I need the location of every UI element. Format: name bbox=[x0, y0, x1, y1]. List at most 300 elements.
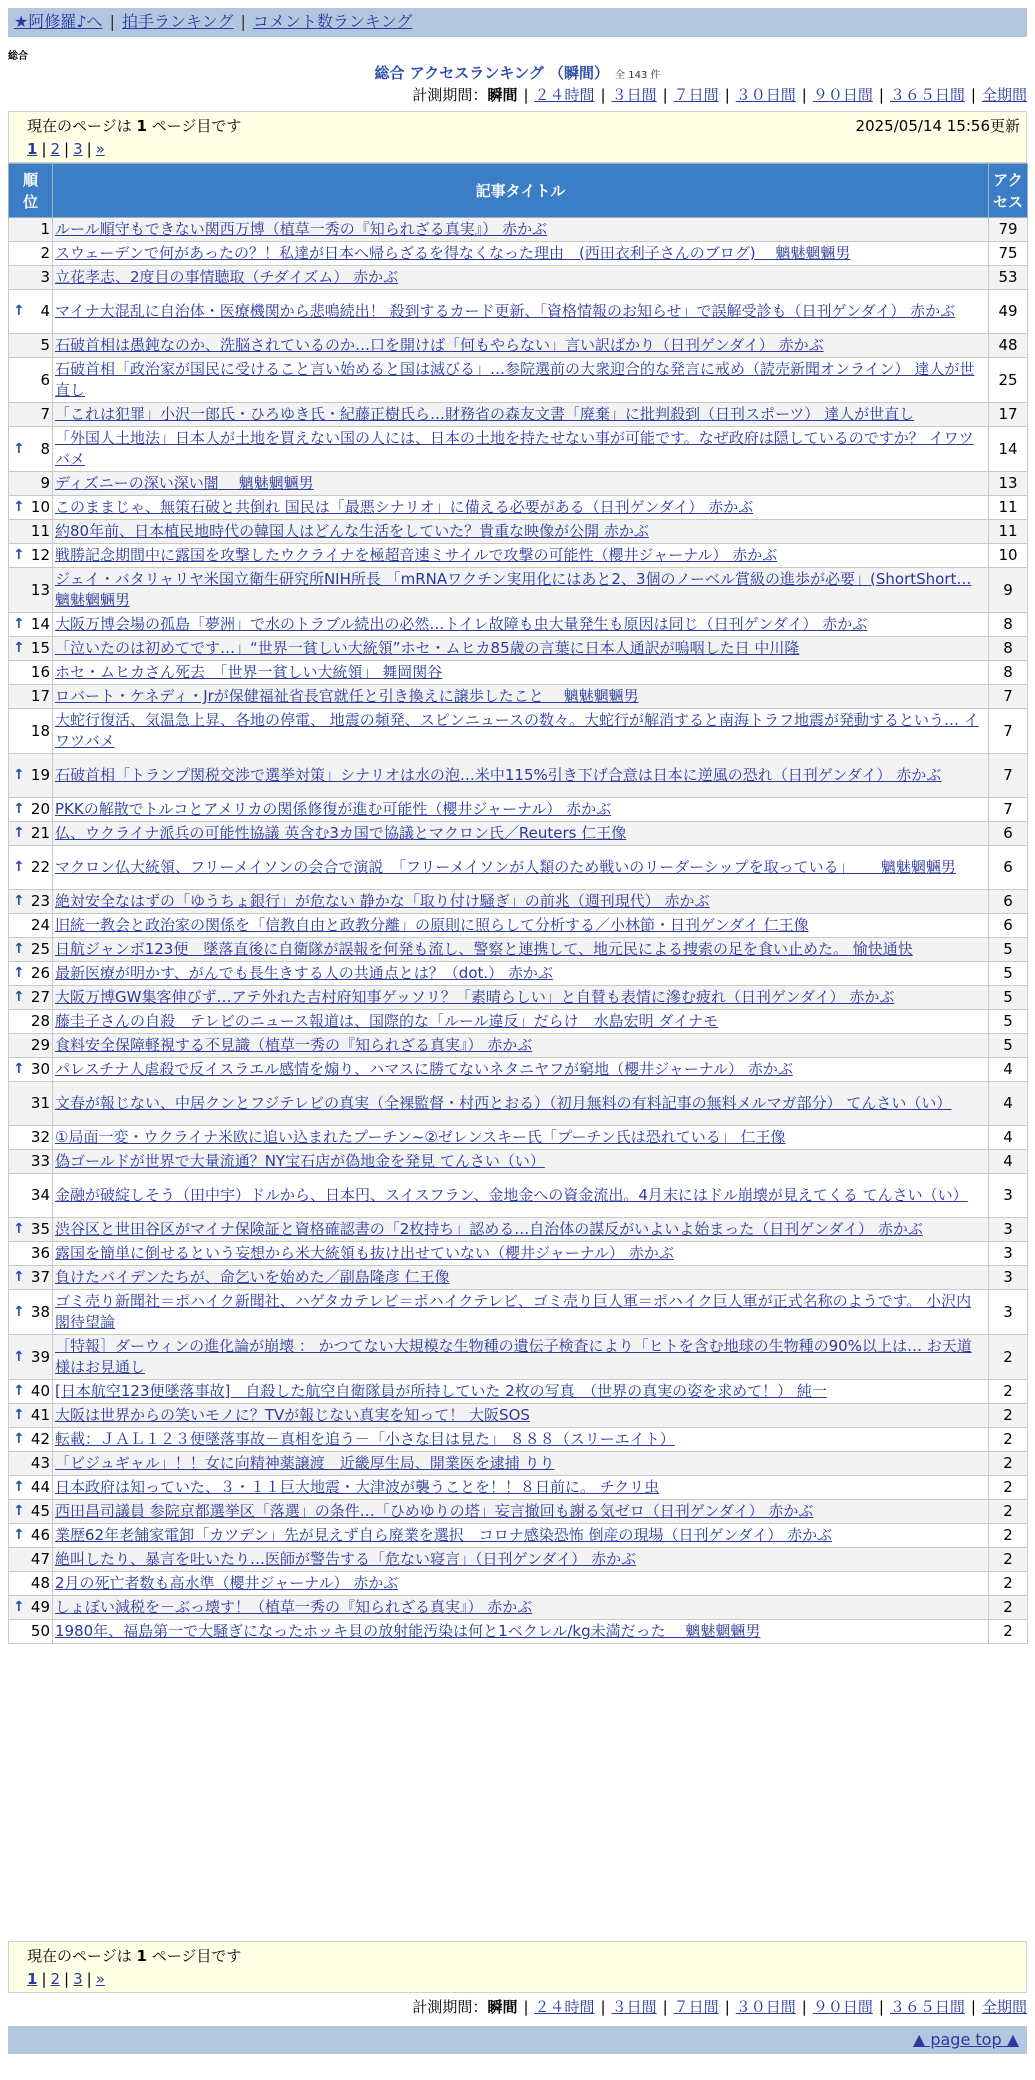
article-link[interactable]: 「外国人土地法」日本人が土地を買えない国の人には、日本の土地を持たせない事が可能です。なぜ政府は隠しているのですか？ イワツバメ bbox=[55, 429, 974, 468]
article-link[interactable]: ジェイ・バタリャリヤ米国立衛生研究所NIH所長 「mRNAワクチン実用化にはあと2、3個のノーベル賞級の進歩が必要」(ShortShort… 魑魅魍魎男 bbox=[55, 570, 972, 609]
rank-number: 23 bbox=[30, 892, 50, 910]
rank-number: 46 bbox=[30, 1526, 50, 1544]
table-row bbox=[9, 427, 1028, 472]
article-link[interactable]: 日本政府は知っていた、３・１１巨大地震・大津波が襲うことを！！８日前に。 チクリ虫 bbox=[55, 1478, 660, 1496]
title-cell bbox=[53, 496, 989, 520]
article-link[interactable]: 食料安全保障軽視する不見識（植草一秀の『知られざる真実』） 赤かぶ bbox=[55, 1036, 533, 1054]
access-count: 4 bbox=[989, 1126, 1028, 1150]
rank-up-arrow-icon: ↑ bbox=[13, 640, 25, 656]
access-count: 4 bbox=[989, 1058, 1028, 1082]
rank-up-arrow-icon: ↑ bbox=[13, 1431, 25, 1447]
period-separator: | bbox=[523, 86, 529, 104]
table-row bbox=[9, 1218, 1028, 1242]
paging-box-top bbox=[8, 111, 1027, 163]
col-title-header: 記事タイトル bbox=[53, 164, 989, 218]
rank-number: 5 bbox=[40, 336, 50, 354]
title-cell bbox=[53, 334, 989, 358]
article-link[interactable]: 絶対安全なはずの「ゆうちょ銀行」が危ない 静かな「取り付け騒ぎ」の前兆（週刊現代） 赤かぶ bbox=[55, 892, 710, 910]
access-count: 10 bbox=[989, 544, 1028, 568]
title-cell bbox=[53, 1452, 989, 1476]
article-link[interactable]: 大阪は世界からの笑いモノに？TVが報じない真実を知って！ 大阪SOS bbox=[55, 1406, 530, 1424]
title-cell bbox=[53, 544, 989, 568]
rank-number: 37 bbox=[30, 1268, 50, 1286]
table-row bbox=[9, 938, 1028, 962]
home-link[interactable]: ★阿修羅♪へ bbox=[14, 12, 103, 31]
access-count: 6 bbox=[989, 822, 1028, 846]
access-count: 7 bbox=[989, 754, 1028, 798]
page-link[interactable]: 2 bbox=[50, 140, 61, 158]
rank-number: 50 bbox=[30, 1622, 50, 1640]
rank-cell bbox=[9, 1034, 53, 1058]
rank-up-arrow-icon: ↑ bbox=[13, 1269, 25, 1285]
table-row bbox=[9, 1290, 1028, 1335]
access-count: 11 bbox=[989, 520, 1028, 544]
access-count: 7 bbox=[989, 798, 1028, 822]
period-selector-bottom bbox=[412, 1997, 1027, 2017]
table-row bbox=[9, 1174, 1028, 1218]
article-link[interactable]: 露国を簡単に倒せるという妄想から米大統領も抜け出せていない（櫻井ジャーナル） 赤かぶ bbox=[55, 1244, 674, 1262]
table-row bbox=[9, 798, 1028, 822]
rank-number: 44 bbox=[30, 1478, 50, 1496]
section-label: 総合 bbox=[8, 51, 28, 62]
article-link[interactable]: 金融が破綻しそう（田中宇）ドルから、日本円、スイスフラン、金地金への資金流出。4月末にはドル崩壊が見えてくる てんさい（い） bbox=[55, 1186, 968, 1204]
rank-number: 38 bbox=[30, 1302, 50, 1321]
article-link[interactable]: 大阪万博会場の孤島「夢洲」で水のトラブル続出の必然…トイレ故障も虫大量発生も原因は同じ（日刊ゲンダイ） 赤かぶ bbox=[55, 615, 868, 633]
table-row bbox=[9, 962, 1028, 986]
table-row bbox=[9, 1150, 1028, 1174]
article-link[interactable]: 旧統一教会と政治家の関係を「信教自由と政教分離」の原則に照らして分析する／小林節・日刊ゲンダイ 仁王像 bbox=[55, 916, 809, 934]
table-row bbox=[9, 1500, 1028, 1524]
title-cell bbox=[53, 1572, 989, 1596]
rank-cell bbox=[9, 754, 53, 798]
rank-up-arrow-icon: ↑ bbox=[13, 965, 25, 981]
table-row bbox=[9, 1058, 1028, 1082]
article-link[interactable]: しょぼい減税を－ぶっ壊す！（植草一秀の『知られざる真実』） 赤かぶ bbox=[55, 1598, 533, 1616]
title-cell bbox=[53, 637, 989, 661]
title-cell bbox=[53, 568, 989, 613]
title-cell bbox=[53, 754, 989, 798]
rank-number: 42 bbox=[30, 1430, 50, 1448]
clap-ranking-link[interactable]: 拍手ランキング bbox=[121, 12, 234, 31]
rank-cell bbox=[9, 1174, 53, 1218]
access-count: 2 bbox=[989, 1524, 1028, 1548]
table-row bbox=[9, 685, 1028, 709]
period-separator: | bbox=[970, 1998, 976, 2016]
table-row bbox=[9, 334, 1028, 358]
page-separator: | bbox=[64, 140, 70, 158]
article-link[interactable]: ルール順守もできない関西万博（植草一秀の『知られざる真実』） 赤かぶ bbox=[55, 220, 547, 238]
article-link[interactable]: 藤圭子さんの自殺 テレビのニュース報道は、国際的な「ルール違反」だらけ 水島宏明 ダイナモ bbox=[55, 1012, 719, 1030]
article-link[interactable]: 石破首相は愚鈍なのか、洗脳されているのか…口を開けば「何もやらない」言い訳ばかり（日刊ゲンダイ） 赤かぶ bbox=[55, 336, 824, 354]
rank-up-arrow-icon: ↑ bbox=[13, 1303, 25, 1320]
page-link-current[interactable]: 1 bbox=[27, 1970, 38, 1988]
table-row bbox=[9, 1242, 1028, 1266]
article-link[interactable]: 戦勝記念期間中に露国を攻撃したウクライナを極超音速ミサイルで攻撃の可能性（櫻井ジャーナル） 赤かぶ bbox=[55, 546, 778, 564]
rank-up-arrow-icon: ↑ bbox=[13, 1503, 25, 1519]
rank-number: 25 bbox=[30, 940, 50, 958]
updated-timestamp: 2025/05/14 15:56更新 bbox=[855, 117, 1020, 135]
rank-cell bbox=[9, 290, 53, 334]
period-separator: | bbox=[724, 1998, 730, 2016]
table-row bbox=[9, 1524, 1028, 1548]
article-link[interactable]: 大阪万博GW集客伸びず…アテ外れた吉村府知事ゲッソリ？「素晴らしい」と自賛も表情に滲む疲れ（日刊ゲンダイ） 赤かぶ bbox=[55, 988, 895, 1006]
table-row bbox=[9, 266, 1028, 290]
title-cell bbox=[53, 242, 989, 266]
rank-cell bbox=[9, 1290, 53, 1335]
article-link[interactable]: 約80年前、日本植民地時代の韓国人はどんな生活をしていた？貴重な映像が公開 赤かぶ bbox=[55, 522, 649, 540]
article-link[interactable]: 絶叫したり、暴言を吐いたり…医師が警告する「危ない寝言」（日刊ゲンダイ） 赤かぶ bbox=[55, 1550, 637, 1568]
rank-cell bbox=[9, 218, 53, 242]
page-title-line bbox=[0, 62, 1035, 83]
table-row bbox=[9, 496, 1028, 520]
article-link[interactable]: [日本航空123便墜落事故] 自殺した航空自衛隊員が所持していた 2枚の写真 （世界の真実の姿を求めて！） 純一 bbox=[55, 1382, 827, 1400]
page-separator: | bbox=[64, 1970, 70, 1988]
period-option[interactable]: ７日間 bbox=[673, 86, 719, 104]
table-row bbox=[9, 520, 1028, 544]
period-separator: | bbox=[970, 86, 976, 104]
period-label: 計測期間： bbox=[412, 1998, 488, 2016]
rank-cell bbox=[9, 520, 53, 544]
period-option[interactable]: ９０日間 bbox=[812, 86, 873, 104]
access-count: 2 bbox=[989, 1620, 1028, 1644]
period-selector-top bbox=[412, 85, 1027, 105]
article-link[interactable]: 2月の死亡者数も高水準（櫻井ジャーナル） 赤かぶ bbox=[55, 1574, 399, 1592]
page-separator: | bbox=[41, 1970, 47, 1988]
title-cell bbox=[53, 613, 989, 637]
rank-number: 11 bbox=[30, 522, 50, 540]
title-cell bbox=[53, 1082, 989, 1126]
article-link[interactable]: ［特報］ダーウィンの進化論が崩壊 ： かつてない大規模な生物種の遺伝子検査により「ヒトを含む地球の生物種の90%以上は… お天道様はお見通し bbox=[55, 1337, 972, 1376]
rank-cell bbox=[9, 544, 53, 568]
rank-number: 12 bbox=[30, 546, 50, 564]
table-row bbox=[9, 613, 1028, 637]
title-cell bbox=[53, 986, 989, 1010]
article-link[interactable]: ゴミ売り新聞社＝ポハイク新聞社、ハゲタカテレビ＝ポハイクテレビ、ゴミ売り巨人軍＝ポハイク巨人軍が正式名称のようです。 小沢内閣待望論 bbox=[55, 1292, 972, 1331]
title-cell bbox=[53, 1150, 989, 1174]
title-cell bbox=[53, 914, 989, 938]
rank-number: 48 bbox=[30, 1574, 50, 1592]
article-link[interactable]: 立花孝志、2度目の事情聴取（チダイズム） 赤かぶ bbox=[55, 268, 399, 286]
title-cell bbox=[53, 290, 989, 334]
title-cell bbox=[53, 472, 989, 496]
rank-cell bbox=[9, 890, 53, 914]
rank-number: 16 bbox=[30, 663, 50, 681]
table-row bbox=[9, 1596, 1028, 1620]
rank-up-arrow-icon: ↑ bbox=[13, 440, 25, 457]
table-row bbox=[9, 846, 1028, 890]
title-cell bbox=[53, 709, 989, 754]
access-count: 9 bbox=[989, 568, 1028, 613]
title-cell bbox=[53, 1290, 989, 1335]
table-row bbox=[9, 709, 1028, 754]
col-access-header: アクセス bbox=[989, 164, 1028, 218]
page-link[interactable]: 2 bbox=[50, 1970, 61, 1988]
table-row bbox=[9, 1266, 1028, 1290]
rank-cell bbox=[9, 427, 53, 472]
article-link[interactable]: 文春が報じない、中居クンとフジテレビの真実（全裸監督・村西とおる）（初月無料の有料記事の無料メルマガ部分） てんさい（い） bbox=[55, 1094, 952, 1112]
period-option[interactable]: ２４時間 bbox=[534, 1998, 595, 2016]
page-link-current[interactable]: 1 bbox=[27, 140, 38, 158]
access-count: 5 bbox=[989, 938, 1028, 962]
period-option[interactable]: 全期間 bbox=[981, 1998, 1027, 2016]
rank-cell bbox=[9, 613, 53, 637]
table-row bbox=[9, 1126, 1028, 1150]
article-link[interactable]: PKKの解散でトルコとアメリカの関係修復が進む可能性（櫻井ジャーナル） 赤かぶ bbox=[55, 800, 612, 818]
period-option[interactable]: ９０日間 bbox=[812, 1998, 873, 2016]
rank-up-arrow-icon: ↑ bbox=[13, 1599, 25, 1615]
rank-up-arrow-icon: ↑ bbox=[13, 825, 25, 841]
article-link[interactable]: 「泣いたのは初めてです…」“世界一貧しい大統領”ホセ・ムヒカ85歳の言葉に日本人通訳が嗚咽した日 中川隆 bbox=[55, 639, 800, 657]
period-option[interactable]: ３６５日間 bbox=[889, 1998, 965, 2016]
rank-number: 27 bbox=[30, 988, 50, 1006]
rank-number: 33 bbox=[30, 1152, 50, 1170]
rank-cell bbox=[9, 568, 53, 613]
rank-number: 3 bbox=[40, 268, 50, 286]
table-row bbox=[9, 1335, 1028, 1380]
rank-number: 39 bbox=[30, 1347, 50, 1366]
page-top-link[interactable]: ▲ page top ▲ bbox=[912, 2030, 1019, 2049]
rank-number: 43 bbox=[30, 1454, 50, 1472]
rank-number: 17 bbox=[30, 687, 50, 705]
period-option[interactable]: ２４時間 bbox=[534, 86, 595, 104]
period-separator: | bbox=[801, 1998, 807, 2016]
access-count: 3 bbox=[989, 1290, 1028, 1335]
table-row bbox=[9, 822, 1028, 846]
rank-cell bbox=[9, 1524, 53, 1548]
article-link[interactable]: 仏、ウクライナ派兵の可能性協議 英含む3カ国で協議とマクロン氏／Reuters 仁王像 bbox=[55, 824, 627, 842]
title-cell bbox=[53, 822, 989, 846]
title-cell bbox=[53, 890, 989, 914]
article-link[interactable]: このままじゃ、無策石破と共倒れ 国民は「最悪シナリオ」に備える必要がある（日刊ゲンダイ） 赤かぶ bbox=[55, 498, 754, 516]
article-link[interactable]: 「ビジュギャル」！！女に向精神薬譲渡 近畿厚生局、開業医を逮捕 りり bbox=[55, 1454, 555, 1472]
current-page-text: 現在のページは 1 ページ目です bbox=[27, 117, 242, 135]
pagination-bottom bbox=[27, 1968, 1008, 1991]
rank-cell bbox=[9, 1476, 53, 1500]
article-link[interactable]: 大蛇行復活、気温急上昇、各地の停電、 地震の頻発、スピンニュースの数々。大蛇行が解消すると南海トラフ地震が発動するという… イワツバメ bbox=[55, 711, 979, 750]
rank-cell bbox=[9, 334, 53, 358]
period-separator: | bbox=[600, 86, 606, 104]
period-option[interactable]: ３０日間 bbox=[735, 86, 796, 104]
rank-up-arrow-icon: ↑ bbox=[13, 1221, 25, 1237]
article-link[interactable]: ①局面一変・ウクライナ米欧に追い込まれたプーチン~②ゼレンスキー氏「プーチン氏は恐れている」 仁王像 bbox=[55, 1128, 786, 1146]
article-link[interactable]: ホセ・ムヒカさん死去 「世界一貧しい大統領」 舞岡関谷 bbox=[55, 663, 443, 681]
table-row bbox=[9, 544, 1028, 568]
table-row bbox=[9, 1034, 1028, 1058]
access-count: 53 bbox=[989, 266, 1028, 290]
title-cell bbox=[53, 1242, 989, 1266]
table-row bbox=[9, 1404, 1028, 1428]
title-cell bbox=[53, 1620, 989, 1644]
rank-up-arrow-icon: ↑ bbox=[13, 1348, 25, 1365]
period-option[interactable]: ３日間 bbox=[611, 86, 657, 104]
access-count: 2 bbox=[989, 1380, 1028, 1404]
access-count: 5 bbox=[989, 1010, 1028, 1034]
access-count: 14 bbox=[989, 427, 1028, 472]
rank-up-arrow-icon: ↑ bbox=[13, 303, 25, 319]
article-link[interactable]: マイナ大混乱に自治体・医療機関から悲鳴続出！ 殺到するカード更新、「資格情報のお知らせ」で誤解受診も（日刊ゲンダイ） 赤かぶ bbox=[55, 302, 956, 320]
rank-cell bbox=[9, 266, 53, 290]
title-cell bbox=[53, 938, 989, 962]
table-row bbox=[9, 1572, 1028, 1596]
access-count: 7 bbox=[989, 709, 1028, 754]
title-cell bbox=[53, 1010, 989, 1034]
rank-cell bbox=[9, 1620, 53, 1644]
article-link[interactable]: 業歴62年老舗家電卸「カツデン」先が見えず自ら廃業を選択 コロナ感染恐怖 倒産の現場（日刊ゲンダイ） 赤かぶ bbox=[55, 1526, 833, 1544]
col-rank-header: 順位 bbox=[9, 164, 53, 218]
title-cell bbox=[53, 1476, 989, 1500]
pagination-top bbox=[27, 138, 1008, 161]
article-link[interactable]: 1980年、福島第一で大騒ぎになったホッキ貝の放射能汚染は何と1ベクレル/kg未満だった 魑魅魍魎男 bbox=[55, 1622, 761, 1640]
rank-number: 29 bbox=[30, 1036, 50, 1054]
title-cell bbox=[53, 1058, 989, 1082]
title-cell bbox=[53, 661, 989, 685]
rank-number: 47 bbox=[30, 1550, 50, 1568]
rank-cell bbox=[9, 1126, 53, 1150]
table-row bbox=[9, 1620, 1028, 1644]
title-cell bbox=[53, 266, 989, 290]
period-option[interactable]: ３０日間 bbox=[735, 1998, 796, 2016]
title-cell bbox=[53, 798, 989, 822]
rank-number: 28 bbox=[30, 1012, 50, 1030]
access-count: 2 bbox=[989, 1452, 1028, 1476]
rank-cell bbox=[9, 1500, 53, 1524]
period-option[interactable]: ３６５日間 bbox=[889, 86, 965, 104]
article-link[interactable]: ロバート・ケネディ・Jrが保健福祉省長官就任と引き換えに譲歩したこと 魑魅魍魎男 bbox=[55, 687, 639, 705]
rank-number: 35 bbox=[30, 1220, 50, 1238]
title-cell bbox=[53, 1596, 989, 1620]
period-separator: | bbox=[600, 1998, 606, 2016]
article-link[interactable]: 渋谷区と世田谷区がマイナ保険証と資格確認書の「2枚持ち」認める…自治体の謀反がいよいよ始まった（日刊ゲンダイ） 赤かぶ bbox=[55, 1220, 923, 1238]
rank-cell bbox=[9, 914, 53, 938]
rank-number: 36 bbox=[30, 1244, 50, 1262]
rank-number: 7 bbox=[40, 405, 50, 423]
rank-cell bbox=[9, 798, 53, 822]
access-count: 11 bbox=[989, 496, 1028, 520]
page-separator: | bbox=[86, 1970, 92, 1988]
access-count: 3 bbox=[989, 1266, 1028, 1290]
table-row bbox=[9, 637, 1028, 661]
article-link[interactable]: 負けたバイデンたちが、命乞いを始めた／副島隆彦 仁王像 bbox=[55, 1268, 450, 1286]
table-header bbox=[9, 164, 1028, 218]
rank-up-arrow-icon: ↑ bbox=[13, 801, 25, 817]
title-cell bbox=[53, 1524, 989, 1548]
rank-cell bbox=[9, 403, 53, 427]
article-link[interactable]: 偽ゴールドが世界で大量流通？NY宝石店が偽地金を発見 てんさい（い） bbox=[55, 1152, 545, 1170]
table-row bbox=[9, 1428, 1028, 1452]
rank-number: 9 bbox=[40, 474, 50, 492]
table-row bbox=[9, 358, 1028, 403]
rank-cell bbox=[9, 986, 53, 1010]
title-cell bbox=[53, 1126, 989, 1150]
title-cell bbox=[53, 427, 989, 472]
rank-number: 49 bbox=[30, 1598, 50, 1616]
table-row bbox=[9, 914, 1028, 938]
article-link[interactable]: スウェーデンで何があったの？！私達が日本へ帰らざるを得なくなった理由 (西田衣利子さんのブログ) 魑魅魍魎男 bbox=[55, 244, 851, 262]
rank-cell bbox=[9, 1572, 53, 1596]
rank-number: 14 bbox=[30, 615, 50, 633]
title-cell bbox=[53, 520, 989, 544]
next-page-link[interactable]: » bbox=[95, 140, 105, 158]
next-page-link[interactable]: » bbox=[95, 1970, 105, 1988]
page-title: 総合 アクセスランキング （瞬間） bbox=[374, 64, 610, 82]
rank-number: 4 bbox=[40, 302, 50, 320]
page-link[interactable]: 3 bbox=[73, 140, 83, 158]
page-link[interactable]: 3 bbox=[73, 1970, 83, 1988]
article-link[interactable]: 石破首相「政治家が国民に受けること言い始めると国は滅びる」…参院選前の大衆迎合的な発言に戒め（読売新聞オンライン） 達人が世直し bbox=[55, 360, 975, 399]
rank-cell bbox=[9, 822, 53, 846]
rank-up-arrow-icon: ↑ bbox=[13, 989, 25, 1005]
rank-number: 13 bbox=[30, 580, 50, 599]
period-current: 瞬間 bbox=[487, 1998, 518, 2016]
rank-cell bbox=[9, 358, 53, 403]
access-count: 75 bbox=[989, 242, 1028, 266]
access-count: 48 bbox=[989, 334, 1028, 358]
title-cell bbox=[53, 1428, 989, 1452]
period-separator: | bbox=[878, 86, 884, 104]
article-link[interactable]: 石破首相「トランプ関税交渉で選挙対策」シナリオは水の泡…米中115%引き下げ合意は日本に逆風の恐れ（日刊ゲンダイ） 赤かぶ bbox=[55, 766, 942, 784]
article-link[interactable]: パレスチナ人虐殺で反イスラエル感情を煽り、ハマスに勝てないネタニヤフが窮地（櫻井ジャーナル） 赤かぶ bbox=[55, 1060, 793, 1078]
title-cell bbox=[53, 1174, 989, 1218]
access-count: 6 bbox=[989, 846, 1028, 890]
access-count: 8 bbox=[989, 637, 1028, 661]
rank-cell bbox=[9, 685, 53, 709]
article-link[interactable]: マクロン仏大統領、フリーメイソンの会合で演説 「フリーメイソンが人類のため戦いのリーダーシップを取っている」 魑魅魍魎男 bbox=[55, 858, 956, 876]
period-option[interactable]: ７日間 bbox=[673, 1998, 719, 2016]
table-row bbox=[9, 986, 1028, 1010]
rank-up-arrow-icon: ↑ bbox=[13, 1527, 25, 1543]
table-row bbox=[9, 568, 1028, 613]
period-separator: | bbox=[878, 1998, 884, 2016]
current-page-text: 現在のページは 1 ページ目です bbox=[27, 1947, 242, 1965]
access-count: 3 bbox=[989, 1174, 1028, 1218]
rank-cell bbox=[9, 846, 53, 890]
article-link[interactable]: ディズニーの深い深い闇 魑魅魍魎男 bbox=[55, 474, 314, 492]
rank-cell bbox=[9, 637, 53, 661]
period-option[interactable]: ３日間 bbox=[611, 1998, 657, 2016]
access-count: 2 bbox=[989, 1404, 1028, 1428]
title-cell bbox=[53, 1034, 989, 1058]
rank-number: 15 bbox=[30, 639, 50, 657]
article-link[interactable]: 西田昌司議員 参院京都選挙区「落選」の条件…「ひめゆりの塔」妄言撤回も謝る気ゼロ（日刊ゲンダイ） 赤かぶ bbox=[55, 1502, 814, 1520]
article-link[interactable]: 日航ジャンボ123便 墜落直後に自衛隊が誤報を何発も流し、警察と連携して、地元民による捜索の足を食い止めた。 愉快通快 bbox=[55, 940, 913, 958]
rank-number: 30 bbox=[30, 1060, 50, 1078]
rank-number: 45 bbox=[30, 1502, 50, 1520]
rank-up-arrow-icon: ↑ bbox=[13, 499, 25, 515]
rank-up-arrow-icon: ↑ bbox=[13, 1383, 25, 1399]
footer-bar bbox=[8, 2026, 1027, 2054]
comment-ranking-link[interactable]: コメント数ランキング bbox=[252, 12, 413, 31]
article-link[interactable]: 「これは犯罪」小沢一郎氏・ひろゆき氏・紀藤正樹氏ら…財務省の森友文書「廃棄」に批判殺到（日刊スポーツ） 達人が世直し bbox=[55, 405, 915, 423]
access-count: 3 bbox=[989, 1218, 1028, 1242]
table-row bbox=[9, 472, 1028, 496]
rank-cell bbox=[9, 962, 53, 986]
rank-cell bbox=[9, 1218, 53, 1242]
rank-cell bbox=[9, 709, 53, 754]
access-count: 2 bbox=[989, 1500, 1028, 1524]
access-count: 4 bbox=[989, 1082, 1028, 1126]
article-link[interactable]: 転載：ＪＡＬ１２３便墜落事故－真相を追う－「小さな目は見た」 ８８８（スリーエイト） bbox=[55, 1430, 675, 1448]
title-cell bbox=[53, 403, 989, 427]
article-link[interactable]: 最新医療が明かす、がんでも長生きする人の共通点とは？（dot.） 赤かぶ bbox=[55, 964, 553, 982]
rank-number: 31 bbox=[30, 1094, 50, 1112]
access-count: 2 bbox=[989, 1335, 1028, 1380]
access-count: 6 bbox=[989, 914, 1028, 938]
rank-cell bbox=[9, 1452, 53, 1476]
rank-up-arrow-icon: ↑ bbox=[13, 547, 25, 563]
access-count: 5 bbox=[989, 962, 1028, 986]
rank-cell bbox=[9, 938, 53, 962]
period-option[interactable]: 全期間 bbox=[981, 86, 1027, 104]
